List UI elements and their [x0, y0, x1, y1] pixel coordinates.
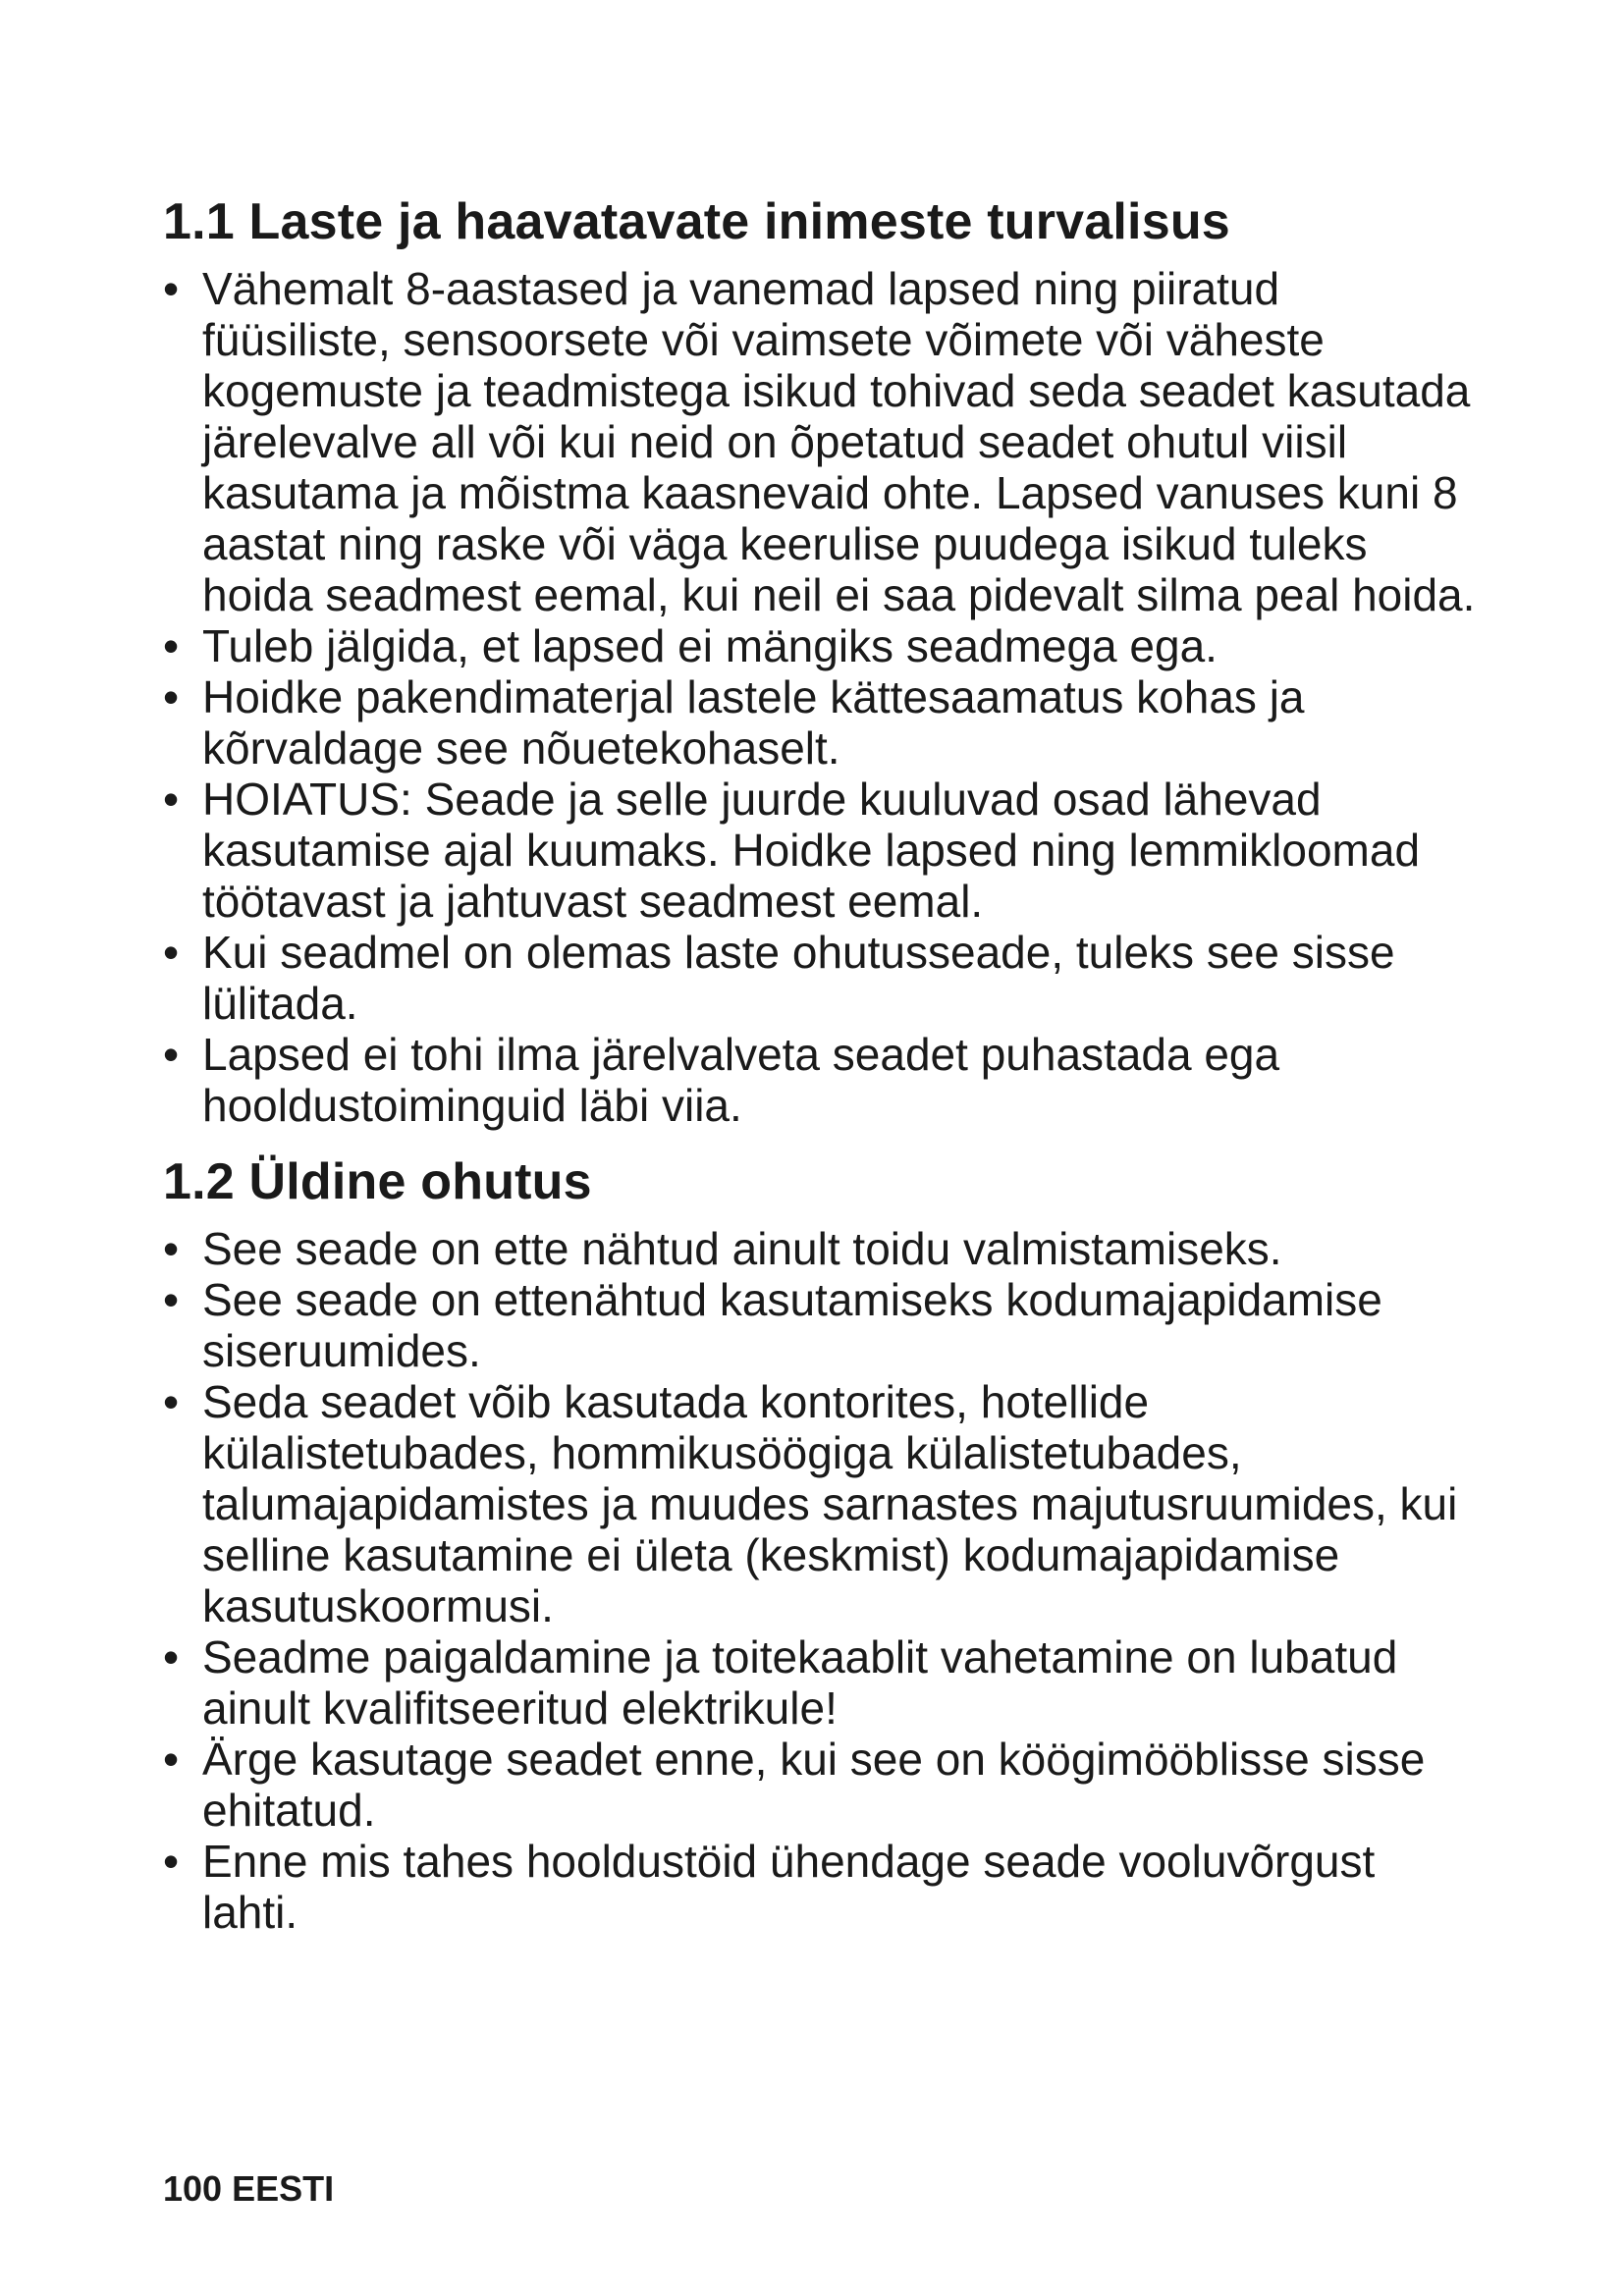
bullet-icon: •	[163, 1631, 180, 1682]
bullet-icon: •	[163, 1376, 180, 1427]
list-item-text: Enne mis tahes hooldustöid ühendage seade vooluvõrgust lahti.	[202, 1836, 1376, 1938]
bullet-icon: •	[163, 1029, 180, 1080]
list-item-text: Seda seadet võib kasutada kontorites, hotellide külalistetubades, hommikusöögiga külalistetubades, talumajapidamistes ja muudes sarnastes majutusruumides, kui selline kasutamine ei ületa (keskmist) kodumajapidamise kasutuskoormusi.	[202, 1376, 1458, 1631]
bullet-icon: •	[163, 1274, 180, 1325]
bullet-icon: •	[163, 927, 180, 978]
bullet-icon: •	[163, 774, 180, 825]
list-item	[163, 671, 1479, 774]
children-safety-list	[163, 263, 1479, 1131]
section-title-general-safety: 1.2 Üldine ohutus	[163, 1153, 592, 1210]
list-item-text: See seade on ette nähtud ainult toidu valmistamiseks.	[202, 1223, 1282, 1274]
bullet-icon: •	[163, 620, 180, 671]
bullet-icon: •	[163, 263, 180, 314]
list-item	[163, 1274, 1479, 1376]
list-item-text: Ärge kasutage seadet enne, kui see on köögimööblisse sisse ehitatud.	[202, 1734, 1426, 1836]
page-number-footer: 100 EESTI	[163, 2168, 335, 2209]
list-item	[163, 1631, 1479, 1734]
list-item	[163, 620, 1479, 671]
list-item	[163, 1376, 1479, 1631]
list-item	[163, 1734, 1479, 1836]
list-item-text: See seade on ettenähtud kasutamiseks kodumajapidamise siseruumides.	[202, 1274, 1382, 1376]
list-item-text: Vähemalt 8-aastased ja vanemad lapsed ning piiratud füüsiliste, sensoorsete või vaimsete võimete või väheste kogemuste ja teadmistega isikud tohivad seda seadet kasutada järelevalve all või kui neid on õpetatud seadet ohutul viisil kasutama ja mõistma kaasnevaid ohte. Lapsed vanuses kuni 8 aastat ning raske või väga keerulise puudega isikud tuleks hoida seadmest eemal, kui neil ei saa pidevalt silma peal hoida.	[202, 263, 1476, 620]
list-item-text: Seadme paigaldamine ja toitekaablit vahetamine on lubatud ainult kvalifitseeritud elektrikule!	[202, 1631, 1398, 1734]
document-page	[163, 192, 1479, 1938]
list-item	[163, 774, 1479, 927]
bullet-icon: •	[163, 1836, 180, 1887]
general-safety-list	[163, 1223, 1479, 1938]
bullet-icon: •	[163, 1223, 180, 1274]
list-item	[163, 263, 1479, 620]
list-item	[163, 1029, 1479, 1131]
list-item-text: Kui seadmel on olemas laste ohutusseade, tuleks see sisse lülitada.	[202, 927, 1395, 1029]
list-item	[163, 927, 1479, 1029]
section-title-children-safety: 1.1 Laste ja haavatavate inimeste turvalisus	[163, 193, 1230, 250]
list-item-text: HOIATUS: Seade ja selle juurde kuuluvad osad lähevad kasutamise ajal kuumaks. Hoidke lapsed ning lemmikloomad töötavast ja jahtuvast seadmest eemal.	[202, 774, 1421, 927]
bullet-icon: •	[163, 1734, 180, 1785]
list-item	[163, 1836, 1479, 1938]
bullet-icon: •	[163, 671, 180, 722]
list-item	[163, 1223, 1479, 1274]
list-item-text: Lapsed ei tohi ilma järelvalveta seadet puhastada ega hooldustoiminguid läbi viia.	[202, 1029, 1280, 1131]
list-item-text: Tuleb jälgida, et lapsed ei mängiks seadmega ega.	[202, 620, 1218, 671]
list-item-text: Hoidke pakendimaterjal lastele kättesaamatus kohas ja kõrvaldage see nõuetekohaselt.	[202, 671, 1305, 774]
